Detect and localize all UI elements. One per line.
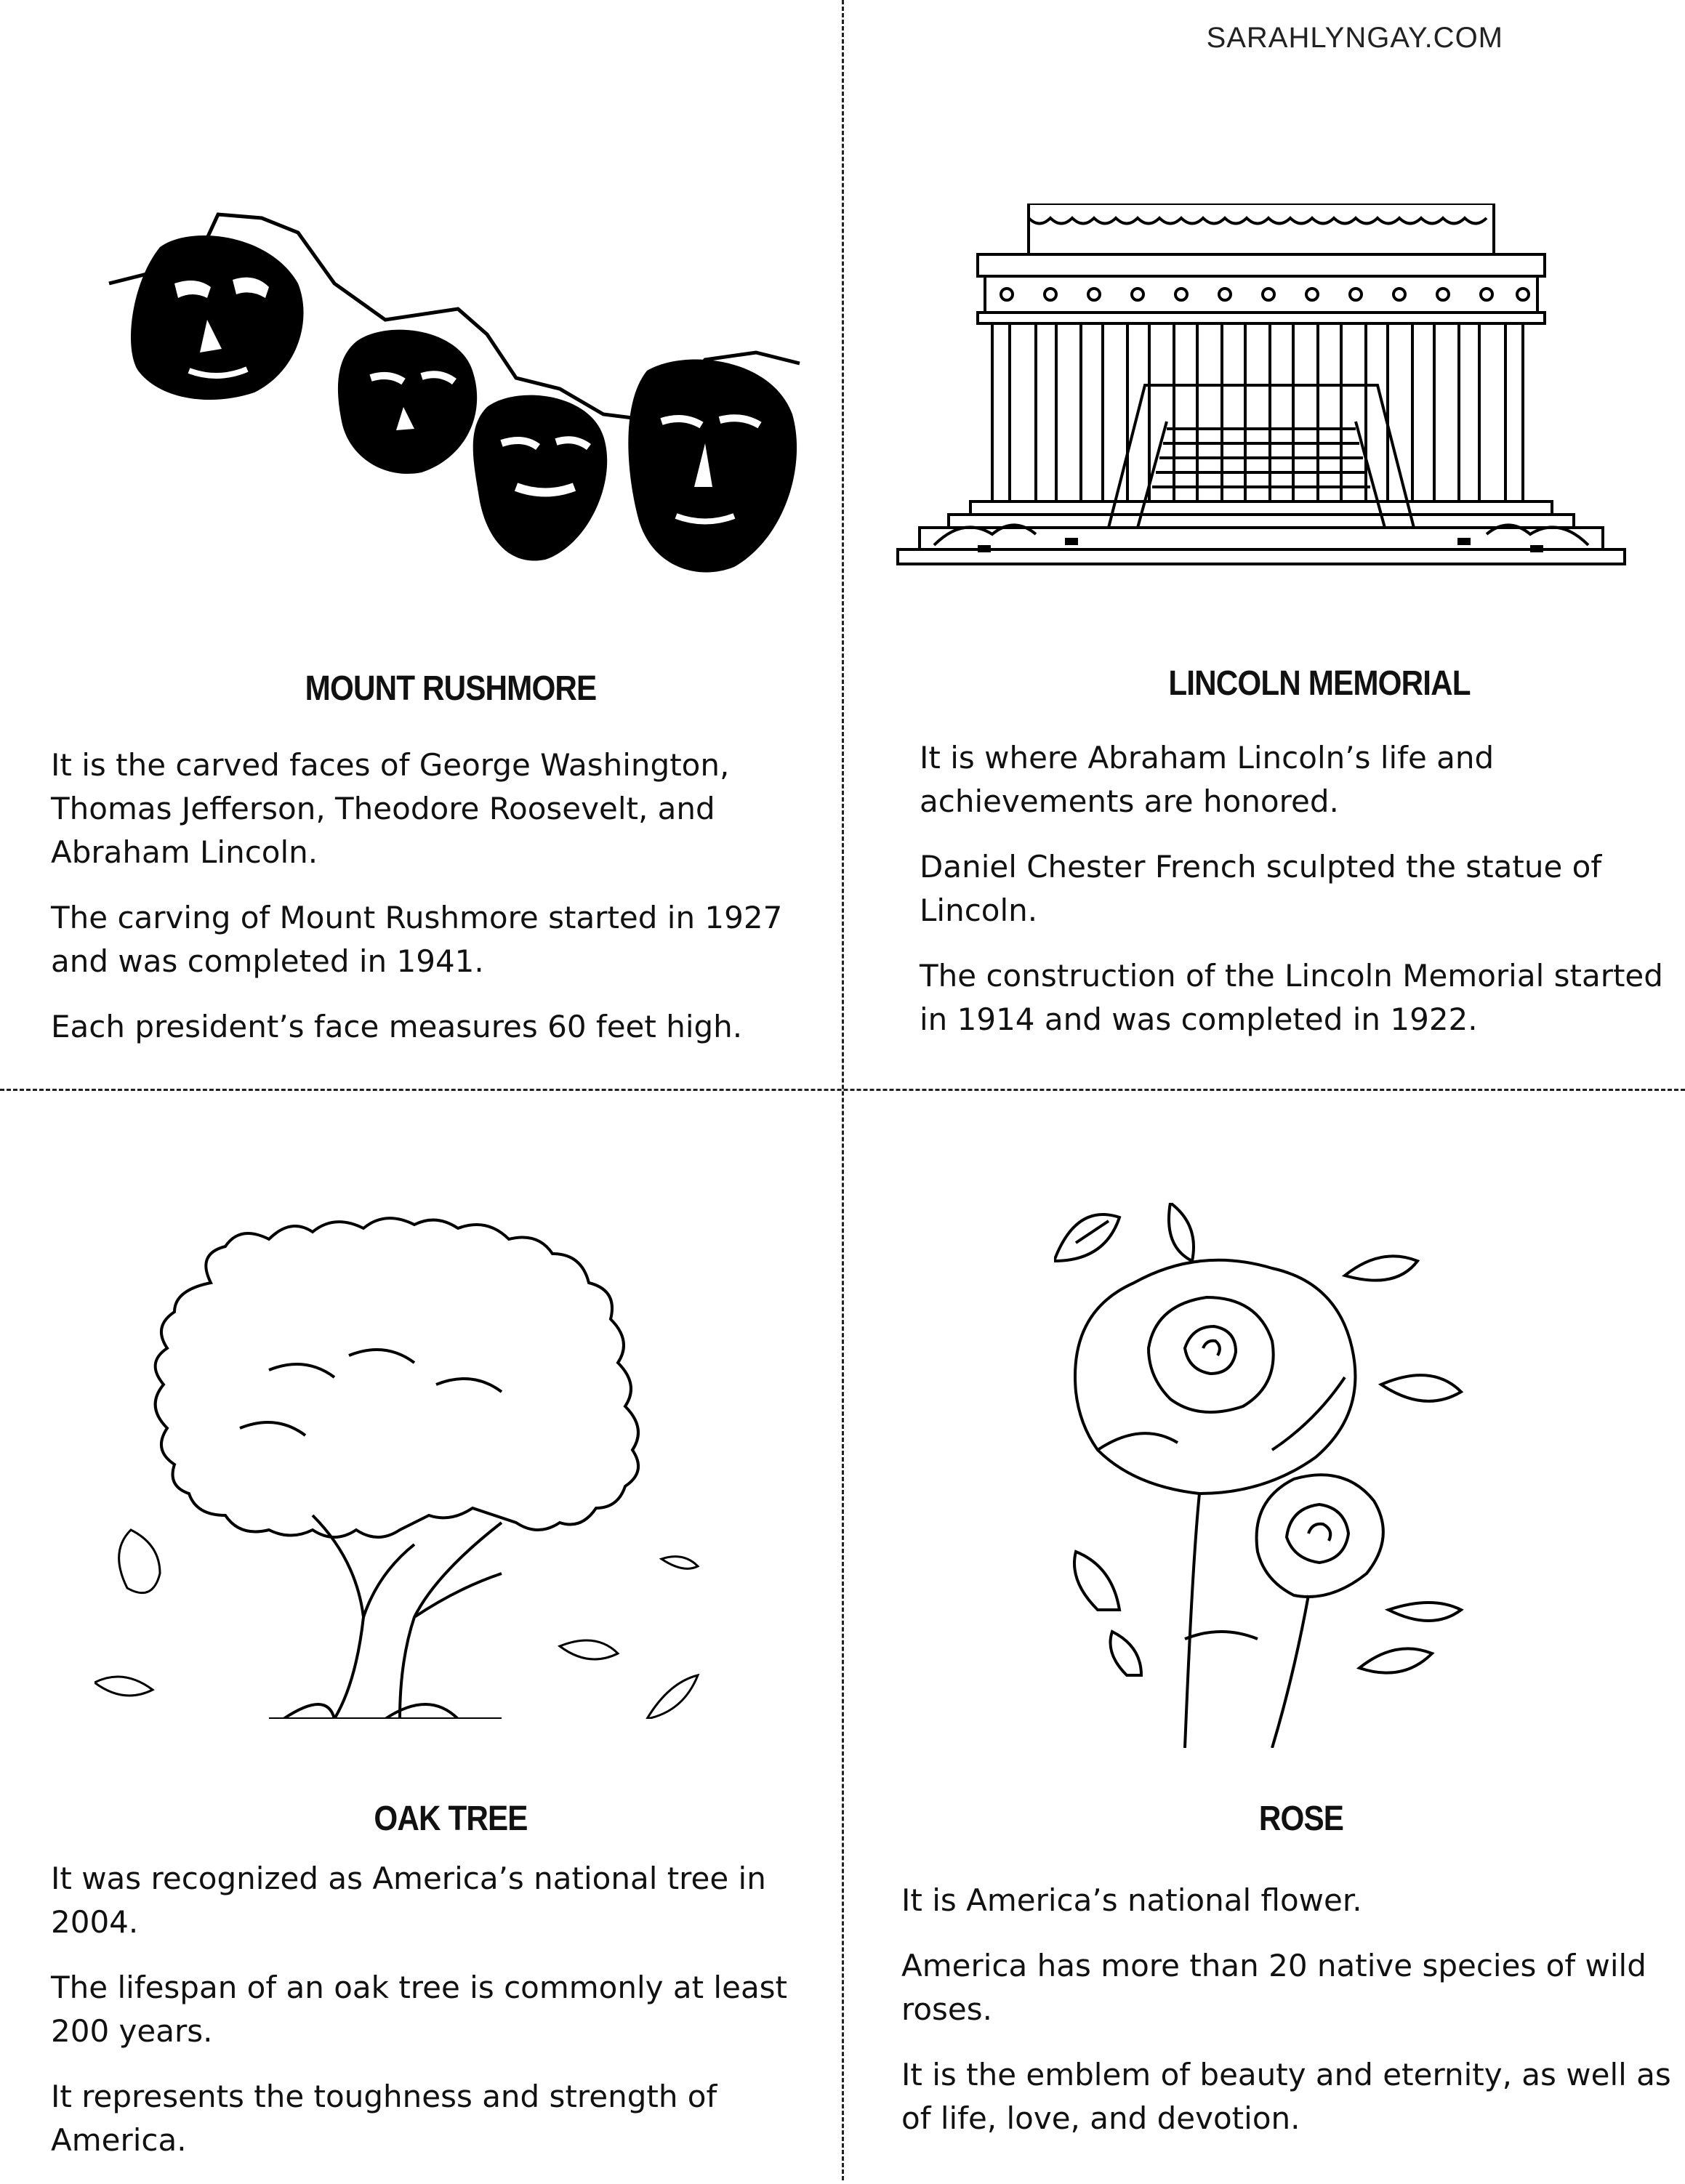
card-title: LINCOLN MEMORIAL: [1168, 664, 1471, 703]
mount-rushmore-icon: [80, 204, 807, 581]
card-oak-tree: [51, 1094, 850, 2180]
card-title: OAK TREE: [374, 1800, 528, 1838]
horizontal-cut-line: [0, 1089, 1685, 1091]
card-text: [901, 1879, 1679, 2162]
card-title: MOUNT RUSHMORE: [305, 669, 597, 708]
paragraph: It is America’s national flower.: [901, 1882, 1362, 1918]
paragraph: America has more than 20 native species of wild roses.: [901, 1948, 1646, 2027]
card-title: ROSE: [1258, 1800, 1344, 1838]
site-url: SARAHLYNGAY.COM: [1206, 22, 1503, 54]
card-lincoln-memorial: [920, 0, 1685, 1083]
oak-tree-icon: [94, 1210, 778, 1719]
card-text: [51, 744, 829, 1071]
paragraph: Each president’s face measures 60 feet high.: [51, 1009, 743, 1044]
paragraph: It represents the toughness and strength of America.: [51, 2079, 717, 2158]
paragraph: It was recognized as America’s national tree in 2004.: [51, 1861, 766, 1940]
card-text: [920, 736, 1676, 1063]
paragraph: It is the emblem of beauty and eternity, as well as of life, love, and devotion.: [901, 2057, 1671, 2136]
card-rose: [901, 1094, 1685, 2180]
paragraph: It is where Abraham Lincoln’s life and achievements are honored.: [920, 740, 1495, 819]
paragraph: The carving of Mount Rushmore started in 1927 and was completed in 1941.: [51, 900, 783, 979]
lincoln-memorial-icon: [890, 204, 1632, 567]
paragraph: The lifespan of an oak tree is commonly at least 200 years.: [51, 1970, 788, 2049]
card-mount-rushmore: [51, 0, 850, 1083]
paragraph: Daniel Chester French sculpted the statue of Lincoln.: [920, 849, 1602, 928]
paragraph: The construction of the Lincoln Memorial started in 1914 and was completed in 1922.: [920, 958, 1663, 1037]
paragraph: It is the carved faces of George Washington, Thomas Jefferson, Theodore Roosevelt, and Abraham Lincoln.: [51, 747, 730, 870]
rose-icon: [1054, 1203, 1476, 1748]
card-text: [51, 1857, 836, 2184]
